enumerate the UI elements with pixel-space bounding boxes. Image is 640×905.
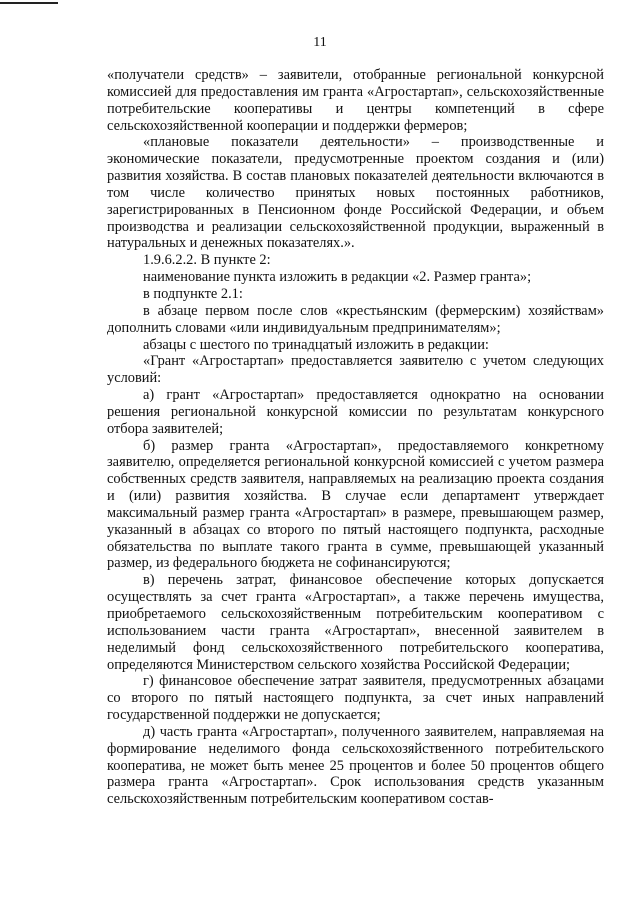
paragraph-1: «получатели средств» – заявители, отобранные региональной конкурсной комиссией для предоставления им гранта «Агростартап», сельскохозяйственные потребительские кооперативы и центры компетенций в сфере сельскохозяйственной кооперации и поддержки фермеров; (107, 67, 604, 134)
paragraph-8: «Грант «Агростартап» предоставляется заявителю с учетом следующих условий: (107, 353, 604, 387)
paragraph-10: б) размер гранта «Агростартап», предоставляемого конкретному заявителю, определяется региональной конкурсной комиссией с учетом размера собственных средств заявителя, направляемых на реализацию проекта создания и (или) развития хозяйства. В случае если департамент утверждает максимальный размер гранта «Агростартап» в размере, превышающем размер, указанный в абзацах со второго по пятый настоящего подпункта, расходные обязательства по выплате такого гранта в сумме, превышающей указанный размер, из федерального бюджета не софинансируются; (107, 437, 604, 572)
paragraph-3: 1.9.6.2.2. В пункте 2: (143, 252, 271, 269)
paragraph-12: г) финансовое обеспечение затрат заявителя, предусмотренных абзацами со второго по пятый настоящего подпункта, за счет иных направлений государственной поддержки не допускается; (107, 673, 604, 724)
paragraph-7: абзацы с шестого по тринадцатый изложить в редакции: (143, 336, 489, 353)
page-number: 11 (313, 35, 327, 50)
paragraph-6: в абзаце первом после слов «крестьянским (фермерским) хозяйствам» дополнить словами «или индивидуальным предпринимателям»; (107, 302, 604, 336)
paragraph-9: а) грант «Агростартап» предоставляется однократно на основании решения региональной конкурсной комиссии по результатам конкурсного отбора заявителей; (107, 387, 604, 437)
paragraph-13: д) часть гранта «Агростартап», полученного заявителем, направляемая на формирование неделимого фонда сельскохозяйственного потребительского кооператива, не может быть менее 25 процентов и более 50 процентов общего размера гранта «Агростартап». Срок использования средств указанным сельскохозяйственным потребительским кооперативом состав- (107, 723, 604, 808)
paragraph-4: наименование пункта изложить в редакции «2. Размер гранта»; (143, 269, 532, 286)
paragraph-11: в) перечень затрат, финансовое обеспечение которых допускается осуществлять за счет гранта «Агростартап», а также перечень имущества, приобретаемого сельскохозяйственным потребительским кооперативом с использованием части гранта «Агростартап», внесенной заявителем в неделимый фонд сельскохозяйственного потребительского кооператива, определяются Министерством сельского хозяйства Российской Федерации; (107, 572, 604, 673)
paragraph-5: в подпункте 2.1: (143, 285, 243, 302)
document-body (107, 67, 604, 808)
paragraph-2: «плановые показатели деятельности» – производственные и экономические показатели, предусмотренные проектом создания и (или) развития хозяйства. В состав плановых показателей деятельности включаются в том числе количество принятых новых постоянных работников, зарегистрированных в Пенсионном фонде Российской Федерации, и объем производства и реализации сельскохозяйственной продукции, выраженный в натуральных и денежных показателях.». (107, 134, 604, 252)
header-rule (0, 2, 58, 4)
